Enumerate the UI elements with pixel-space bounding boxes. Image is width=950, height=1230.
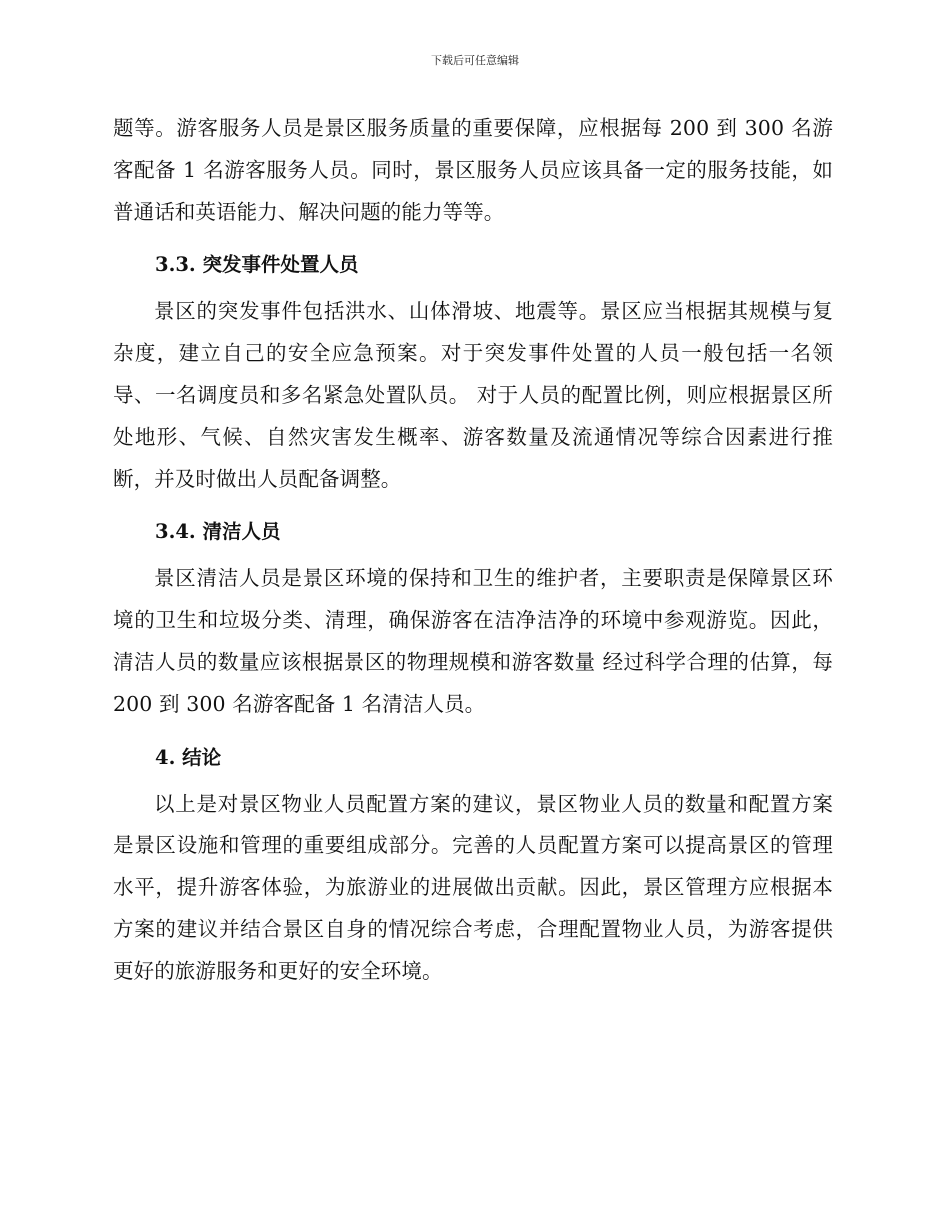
intro-paragraph: 题等。游客服务人员是景区服务质量的重要保障，应根据每 200 到 300 名游客配备 1 名游客服务人员。同时，景区服务人员应该具备一定的服务技能，如普通话和英语能力、解决问题的能力等等。 (113, 116, 833, 224)
section-3-3-paragraph: 景区的突发事件包括洪水、山体滑坡、地震等。景区应当根据其规模与复杂度，建立自己的安全应急预案。对于突发事件处置的人员一般包括一名领导、一名调度员和多名紧急处置队员。 对于人员的配置比例，则应根据景区所处地形、气候、自然灾害发生概率、游客数量及流通情况等综合因素进行推断，并及时做出人员配备调整。 (113, 299, 833, 491)
section-4-paragraph: 以上是对景区物业人员配置方案的建议，景区物业人员的数量和配置方案是景区设施和管理的重要组成部分。完善的人员配置方案可以提高景区的管理水平，提升游客体验，为旅游业的进展做出贡献。因此，景区管理方应根据本方案的建议并结合景区自身的情况综合考虑，合理配置物业人员，为游客提供更好的旅游服务和更好的安全环境。 (113, 791, 833, 983)
page-header: 下载后可任意编辑 (431, 54, 519, 67)
section-3-4-paragraph: 景区清洁人员是景区环境的保持和卫生的维护者，主要职责是保障景区环境的卫生和垃圾分类、清理，确保游客在洁净洁净的环境中参观游览。因此，清洁人员的数量应该根据景区的物理规模和游客数量 经过科学合理的估算，每 200 到 300 名游客配备 1 名清洁人员。 (113, 566, 833, 716)
section-heading-4: 4. 结论 (155, 745, 222, 769)
section-heading-3-3: 3.3. 突发事件处置人员 (155, 253, 359, 277)
document-body (113, 108, 833, 993)
section-heading-3-4: 3.4. 清洁人员 (155, 520, 281, 544)
